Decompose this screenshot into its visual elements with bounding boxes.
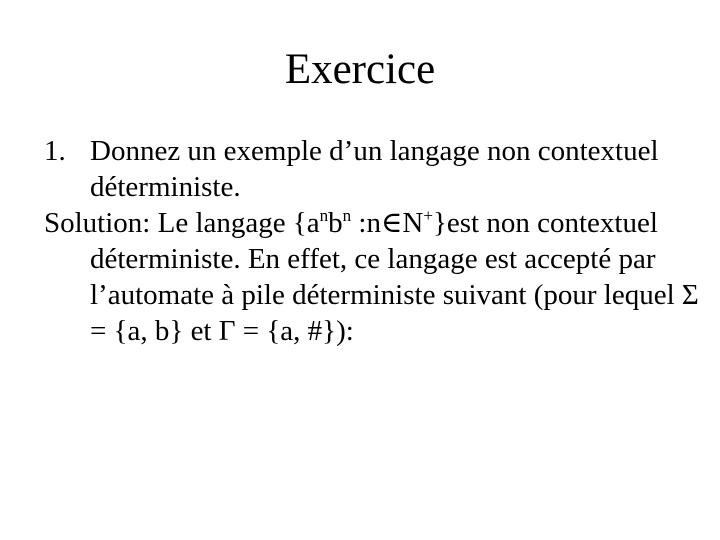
slide-body [44,133,714,349]
slide-title: Exercice [284,46,436,93]
item-1-text: Donnez un exemple d’un langage non contextuel déterministe. [90,135,659,203]
solution-condition: :n∈N [351,207,424,239]
solution-rest: }est non contextuel déterministe. En effet, ce langage est accepté par l’automate à pile déterministe suivant (pour lequel Σ = {a, b} et Γ = {a, #}): [90,207,699,347]
solution-lead: Solution: Le langage {a [44,207,320,239]
solution-b: b [328,207,343,239]
exponent-plus: + [423,206,433,225]
exponent-n-1: n [319,206,329,225]
exercise-item-1 [44,133,714,205]
exponent-n-2: n [342,206,352,225]
solution-paragraph [44,205,714,349]
item-number: 1. [44,135,66,167]
